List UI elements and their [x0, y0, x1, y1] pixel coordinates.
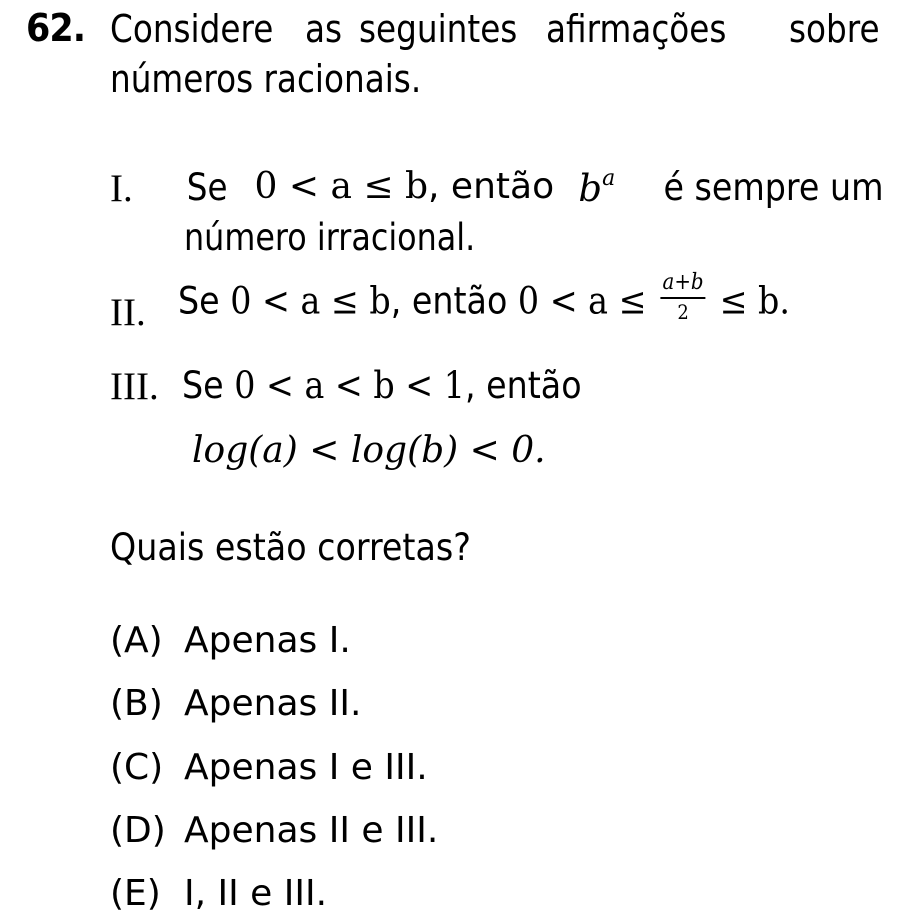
option-e[interactable]	[110, 873, 327, 914]
option-letter: (E)	[110, 873, 161, 914]
option-letter: (D)	[110, 810, 166, 851]
statement-label-i: I.	[110, 167, 133, 210]
statement-ii-condition: 0 < a ≤ b	[230, 279, 391, 323]
question-stem	[110, 4, 880, 104]
option-b[interactable]	[110, 683, 361, 724]
power-exponent: a	[602, 166, 616, 191]
fraction	[661, 272, 706, 322]
option-text: Apenas I e III.	[184, 747, 428, 788]
statement-ii-right: ≤ b.	[719, 279, 790, 323]
stem-word: seguintes	[358, 7, 518, 51]
statement-iii-entao: , então	[464, 364, 582, 407]
stem-word: as	[304, 7, 342, 51]
statement-ii	[178, 270, 858, 328]
statement-ii-se: Se	[178, 279, 220, 323]
option-letter: (C)	[110, 747, 164, 788]
option-letter: (A)	[110, 620, 163, 661]
option-a[interactable]	[110, 620, 351, 661]
stem-line-2	[110, 54, 880, 104]
statement-i-power	[578, 166, 615, 210]
statement-i-line-2	[184, 216, 523, 259]
option-c[interactable]	[110, 747, 428, 788]
statement-i-line-2-text: número irracional.	[184, 216, 476, 259]
question-number: 62.	[26, 6, 86, 50]
statement-iii-se: Se	[182, 364, 224, 407]
option-letter: (B)	[110, 683, 163, 724]
statement-ii-entao: , então	[390, 279, 508, 323]
stem-word: Considere	[110, 7, 274, 51]
statement-i-rest: é sempre um	[663, 166, 884, 209]
question-prompt	[110, 526, 511, 569]
option-d[interactable]	[110, 810, 438, 851]
stem-word: sobre	[788, 7, 880, 51]
option-text: Apenas II.	[184, 683, 362, 724]
condition-text: 0 < a ≤ b	[254, 166, 429, 207]
statement-label-ii: II.	[110, 291, 146, 334]
log-inequality: log(a) < log(b) < 0.	[192, 430, 546, 471]
option-text: I, II e III.	[184, 873, 328, 914]
statement-iii-line-2	[192, 428, 546, 471]
statement-iii-condition: 0 < a < b < 1	[234, 364, 465, 407]
statement-ii-left: 0 < a ≤	[517, 279, 647, 323]
fraction-numerator: a+b	[661, 272, 706, 299]
statement-i-condition	[255, 166, 555, 210]
statement-i-line-1	[184, 166, 884, 210]
stem-word: afirmações	[545, 7, 727, 51]
statement-label-iii: III.	[110, 365, 159, 408]
prompt-text: Quais estão corretas?	[110, 526, 471, 569]
option-text: Apenas I.	[184, 620, 351, 661]
stem-line-2-text: números racionais.	[110, 57, 422, 101]
option-text: Apenas II e III.	[184, 810, 439, 851]
power-base: b	[578, 167, 603, 210]
entao-text: , então	[428, 166, 555, 207]
fraction-denominator: 2	[677, 300, 689, 324]
statement-i-se: Se	[186, 166, 228, 209]
stem-line-1	[110, 4, 880, 54]
statement-iii-line-1	[182, 364, 626, 407]
